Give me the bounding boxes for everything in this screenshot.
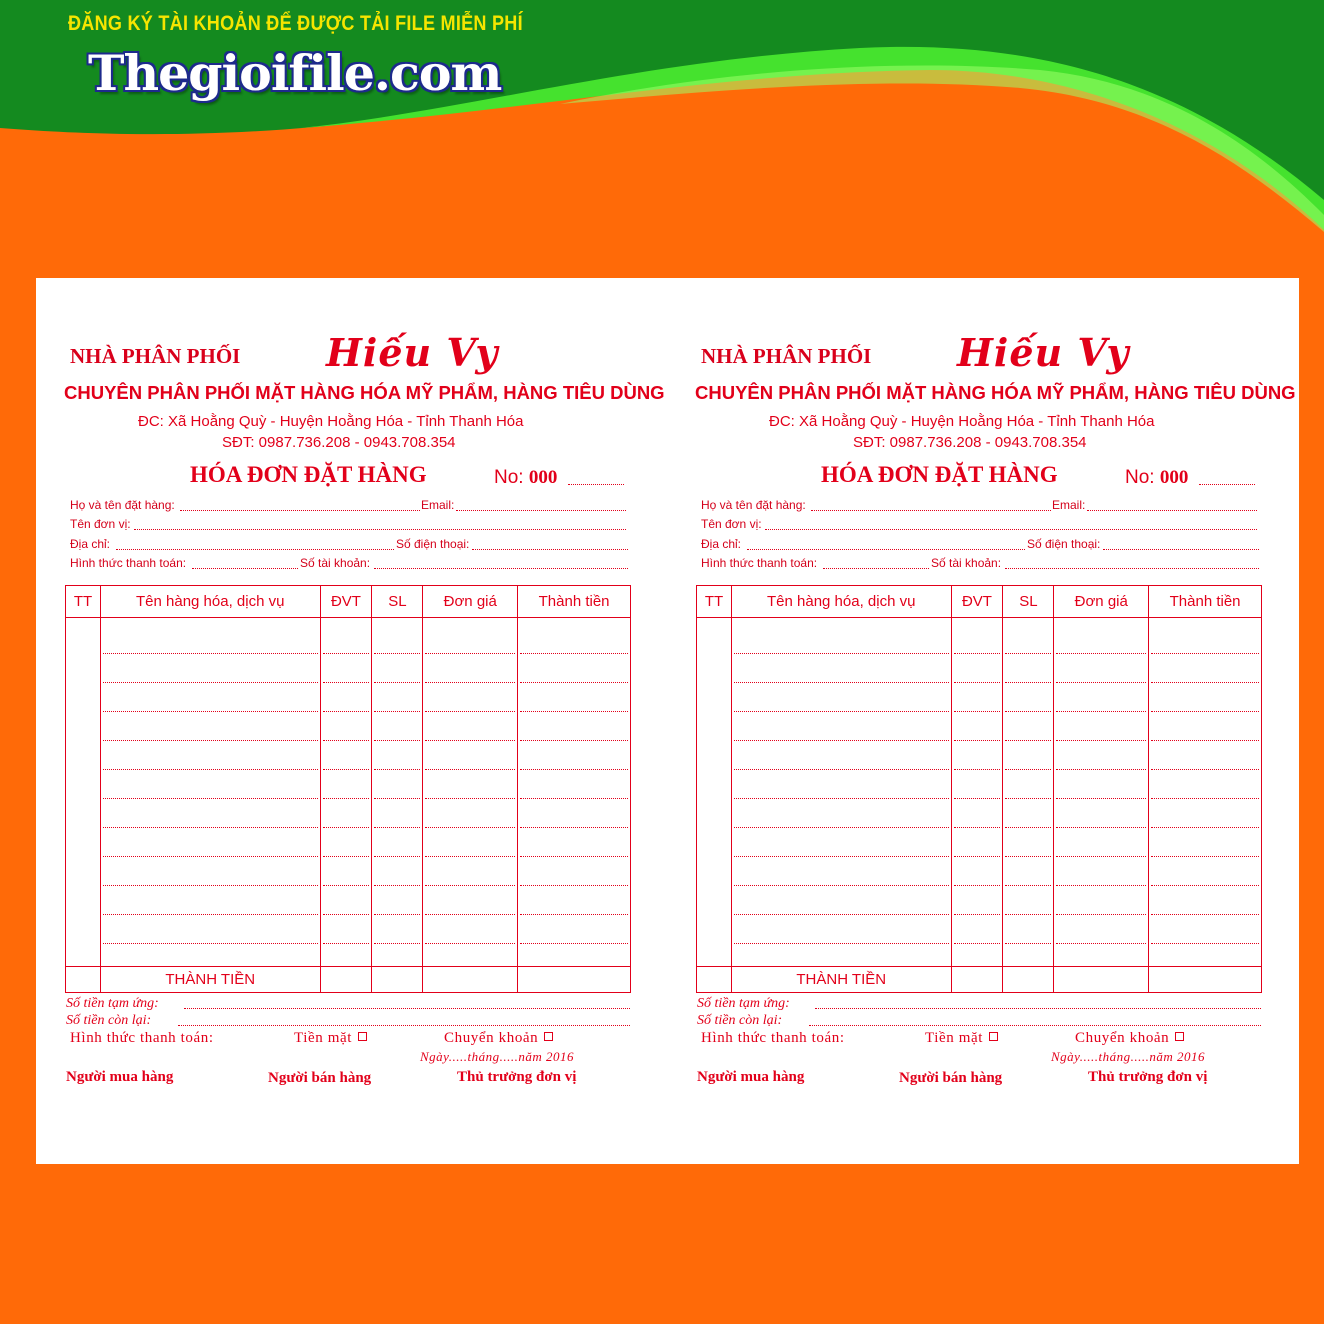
advance-label: Số tiền tạm ứng: <box>697 996 790 1011</box>
field-account-no-line <box>1005 568 1259 569</box>
item-row-line <box>1056 914 1146 915</box>
item-row-line <box>103 682 318 683</box>
field-unit-name: Tên đơn vị: <box>701 517 762 531</box>
item-row-line <box>1151 943 1259 944</box>
field-phone-line <box>472 549 628 550</box>
brand-logo: Thegioifile.com <box>88 44 502 102</box>
item-row-line <box>103 711 318 712</box>
item-row-line <box>374 711 420 712</box>
item-row-line <box>1056 769 1146 770</box>
item-row-line <box>425 653 515 654</box>
total-tt-cell <box>697 967 732 993</box>
item-row-line <box>1056 827 1146 828</box>
item-row-line <box>1056 653 1146 654</box>
transfer-label: Chuyển khoản <box>444 1030 539 1046</box>
item-row-line <box>1005 856 1051 857</box>
row-area <box>100 618 320 967</box>
item-row-line <box>1151 682 1259 683</box>
total-unit-cell <box>951 967 1003 993</box>
item-row-line <box>425 914 515 915</box>
item-row-line <box>374 653 420 654</box>
amount-cell <box>518 618 631 967</box>
slogan: CHUYÊN PHÂN PHỐI MẶT HÀNG HÓA MỸ PHẨM, HÀNG TIÊU DÙNG <box>64 382 665 403</box>
cash-label: Tiền mặt <box>294 1030 353 1046</box>
address-line: ĐC: Xã Hoằng Quỳ - Huyện Hoằng Hóa - Tỉnh Thanh Hóa <box>769 413 1155 430</box>
item-row-line <box>1005 653 1051 654</box>
item-row-line <box>323 653 370 654</box>
item-row-line <box>103 856 318 857</box>
col-item-name: Tên hàng hóa, dịch vụ <box>100 586 320 618</box>
invoice-form-right <box>667 278 1296 1164</box>
col-amount: Thành tiền <box>1149 586 1262 618</box>
item-row-line <box>520 769 628 770</box>
item-row-line <box>520 943 628 944</box>
unit-cell <box>320 618 372 967</box>
item-row-line <box>734 740 949 741</box>
qty-cell <box>1003 618 1054 967</box>
number-label: No: <box>494 467 524 488</box>
price-cell <box>1054 618 1149 967</box>
item-row-line <box>1151 914 1259 915</box>
total-tt-cell <box>66 967 101 993</box>
distributor-label: NHÀ PHÂN PHỐI <box>701 344 872 368</box>
amount-cell <box>1149 618 1262 967</box>
item-row-line <box>734 711 949 712</box>
item-row-line <box>520 711 628 712</box>
number-value: 000 <box>528 467 558 488</box>
item-row-line <box>1005 769 1051 770</box>
item-row-line <box>323 711 370 712</box>
item-row-line <box>374 769 420 770</box>
shop-name: Hiếu Vy <box>957 330 1130 375</box>
item-row-line <box>1056 740 1146 741</box>
cash-checkbox <box>989 1032 998 1041</box>
item-row-line <box>103 740 318 741</box>
item-row-line <box>954 798 1001 799</box>
item-row-line <box>103 914 318 915</box>
total-amount-cell <box>518 967 631 993</box>
total-qty-cell <box>1003 967 1054 993</box>
item-row-line <box>734 653 949 654</box>
item-row-line <box>1005 943 1051 944</box>
invoice-title: HÓA ĐƠN ĐẶT HÀNG <box>821 462 1058 487</box>
items-table <box>696 585 1262 993</box>
number-dots <box>1199 484 1255 485</box>
item-row-line <box>1056 682 1146 683</box>
item-row-line <box>323 682 370 683</box>
header-banner <box>0 0 1324 260</box>
item-row-line <box>1151 769 1259 770</box>
item-row-line <box>323 885 370 886</box>
invoice-number <box>1125 467 1188 489</box>
item-row-line <box>323 769 370 770</box>
item-row-line <box>1005 827 1051 828</box>
field-customer-name: Họ và tên đặt hàng: <box>701 498 806 512</box>
invoice-sheet <box>36 278 1299 1164</box>
col-qty: SL <box>372 586 423 618</box>
field-account-no: Số tài khoản: <box>300 556 371 570</box>
item-row-line <box>1056 885 1146 886</box>
item-row-line <box>1005 885 1051 886</box>
tt-cell <box>697 618 732 967</box>
remaining-label: Số tiền còn lại: <box>697 1013 783 1028</box>
col-unit-price: Đơn giá <box>1054 586 1149 618</box>
item-row-line <box>425 740 515 741</box>
col-amount: Thành tiền <box>518 586 631 618</box>
item-row-line <box>374 943 420 944</box>
item-row-line <box>734 827 949 828</box>
field-email-line <box>1087 510 1257 511</box>
number-value: 000 <box>1159 467 1189 488</box>
item-row-line <box>520 914 628 915</box>
item-row-line <box>1151 885 1259 886</box>
field-payment-method-line <box>192 568 298 569</box>
item-row-line <box>323 798 370 799</box>
item-row-line <box>425 682 515 683</box>
field-customer-name: Họ và tên đặt hàng: <box>70 498 175 512</box>
qty-cell <box>372 618 423 967</box>
price-cell <box>423 618 518 967</box>
distributor-label: NHÀ PHÂN PHỐI <box>70 344 241 368</box>
item-row-line <box>954 682 1001 683</box>
item-row-line <box>425 943 515 944</box>
item-row-line <box>103 943 318 944</box>
cash-option <box>294 1030 367 1047</box>
item-row-line <box>954 885 1001 886</box>
item-row-line <box>1151 827 1259 828</box>
item-row-line <box>323 827 370 828</box>
field-email: Email: <box>421 498 455 512</box>
invoice-form-left <box>36 278 665 1164</box>
payment-label: Hình thức thanh toán: <box>701 1030 845 1046</box>
item-row-line <box>374 740 420 741</box>
item-row-line <box>1005 740 1051 741</box>
invoice-title: HÓA ĐƠN ĐẶT HÀNG <box>190 462 427 487</box>
item-row-line <box>323 740 370 741</box>
item-row-line <box>103 769 318 770</box>
seller-signature: Người bán hàng <box>268 1070 372 1086</box>
item-row-line <box>374 798 420 799</box>
item-row-line <box>734 769 949 770</box>
total-price-cell <box>1054 967 1149 993</box>
item-row-line <box>323 856 370 857</box>
item-row-line <box>425 769 515 770</box>
field-account-no: Số tài khoản: <box>931 556 1002 570</box>
item-row-line <box>954 943 1001 944</box>
number-dots <box>568 484 624 485</box>
item-row-line <box>425 885 515 886</box>
item-row-line <box>734 856 949 857</box>
head-signature: Thủ trưởng đơn vị <box>1088 1069 1208 1085</box>
remaining-line <box>809 1025 1261 1026</box>
field-unit-name-line <box>765 529 1257 530</box>
item-row-line <box>954 711 1001 712</box>
item-row-line <box>954 856 1001 857</box>
field-payment-method-line <box>823 568 929 569</box>
item-row-line <box>1151 711 1259 712</box>
head-signature: Thủ trưởng đơn vị <box>457 1069 577 1085</box>
col-unit: ĐVT <box>320 586 372 618</box>
field-phone-line <box>1103 549 1259 550</box>
items-table <box>65 585 631 993</box>
item-row-line <box>520 653 628 654</box>
remaining-label: Số tiền còn lại: <box>66 1013 152 1028</box>
advance-line <box>184 1008 630 1009</box>
transfer-checkbox <box>544 1032 553 1041</box>
address-line: ĐC: Xã Hoằng Quỳ - Huyện Hoằng Hóa - Tỉnh Thanh Hóa <box>138 413 524 430</box>
item-row-line <box>425 856 515 857</box>
col-unit-price: Đơn giá <box>423 586 518 618</box>
seller-signature: Người bán hàng <box>899 1070 1003 1086</box>
field-phone: Số điện thoại: <box>1027 537 1101 551</box>
total-price-cell <box>423 967 518 993</box>
date-line: Ngày.....tháng.....năm 2016 <box>1051 1049 1205 1064</box>
field-phone: Số điện thoại: <box>396 537 470 551</box>
field-address-line <box>116 549 394 550</box>
item-row-line <box>1151 653 1259 654</box>
buyer-signature: Người mua hàng <box>66 1069 174 1085</box>
item-row-line <box>520 885 628 886</box>
slogan: CHUYÊN PHÂN PHỐI MẶT HÀNG HÓA MỸ PHẨM, HÀNG TIÊU DÙNG <box>695 382 1296 403</box>
item-row-line <box>734 914 949 915</box>
total-unit-cell <box>320 967 372 993</box>
field-unit-name-line <box>134 529 626 530</box>
field-address: Địa chỉ: <box>701 537 742 551</box>
advance-label: Số tiền tạm ứng: <box>66 996 159 1011</box>
field-payment-method: Hình thức thanh toán: <box>70 556 187 570</box>
item-row-line <box>734 943 949 944</box>
cash-label: Tiền mặt <box>925 1030 984 1046</box>
item-row-line <box>374 914 420 915</box>
cash-checkbox <box>358 1032 367 1041</box>
col-tt: TT <box>66 586 101 618</box>
col-tt: TT <box>697 586 732 618</box>
total-qty-cell <box>372 967 423 993</box>
item-row-line <box>1056 711 1146 712</box>
advance-line <box>815 1008 1261 1009</box>
row-area <box>731 618 951 967</box>
field-customer-name-line <box>811 510 1051 511</box>
item-row-line <box>954 740 1001 741</box>
buyer-signature: Người mua hàng <box>697 1069 805 1085</box>
col-item-name: Tên hàng hóa, dịch vụ <box>731 586 951 618</box>
item-row-line <box>520 682 628 683</box>
item-row-line <box>425 711 515 712</box>
item-row-line <box>374 682 420 683</box>
field-email: Email: <box>1052 498 1086 512</box>
item-row-line <box>425 798 515 799</box>
promo-text: ĐĂNG KÝ TÀI KHOẢN ĐỂ ĐƯỢC TẢI FILE MIỄN PHÍ <box>68 12 523 35</box>
transfer-option <box>444 1030 553 1047</box>
item-row-line <box>1005 798 1051 799</box>
invoice-number <box>494 467 557 489</box>
item-row-line <box>1151 740 1259 741</box>
col-qty: SL <box>1003 586 1054 618</box>
item-row-line <box>1151 856 1259 857</box>
item-row-line <box>954 653 1001 654</box>
item-row-line <box>954 914 1001 915</box>
field-unit-name: Tên đơn vị: <box>70 517 131 531</box>
item-row-line <box>374 827 420 828</box>
field-payment-method: Hình thức thanh toán: <box>701 556 818 570</box>
item-row-line <box>103 827 318 828</box>
date-line: Ngày.....tháng.....năm 2016 <box>420 1049 574 1064</box>
item-row-line <box>520 798 628 799</box>
item-row-line <box>520 740 628 741</box>
cash-option <box>925 1030 998 1047</box>
phone-line: SĐT: 0987.736.208 - 0943.708.354 <box>853 434 1087 451</box>
total-label: THÀNH TIỀN <box>731 967 951 993</box>
payment-label: Hình thức thanh toán: <box>70 1030 214 1046</box>
field-address-line <box>747 549 1025 550</box>
item-row-line <box>520 827 628 828</box>
number-label: No: <box>1125 467 1155 488</box>
item-row-line <box>374 885 420 886</box>
item-row-line <box>103 885 318 886</box>
item-row-line <box>734 885 949 886</box>
item-row-line <box>323 914 370 915</box>
remaining-line <box>178 1025 630 1026</box>
item-row-line <box>323 943 370 944</box>
item-row-line <box>1056 856 1146 857</box>
item-row-line <box>425 827 515 828</box>
field-address: Địa chỉ: <box>70 537 111 551</box>
item-row-line <box>1005 914 1051 915</box>
item-row-line <box>1151 798 1259 799</box>
field-email-line <box>456 510 626 511</box>
field-customer-name-line <box>180 510 420 511</box>
item-row-line <box>1005 711 1051 712</box>
item-row-line <box>734 798 949 799</box>
item-row-line <box>1056 798 1146 799</box>
phone-line: SĐT: 0987.736.208 - 0943.708.354 <box>222 434 456 451</box>
item-row-line <box>374 856 420 857</box>
shop-name: Hiếu Vy <box>326 330 499 375</box>
tt-cell <box>66 618 101 967</box>
col-unit: ĐVT <box>951 586 1003 618</box>
item-row-line <box>103 798 318 799</box>
item-row-line <box>734 682 949 683</box>
item-row-line <box>954 827 1001 828</box>
unit-cell <box>951 618 1003 967</box>
item-row-line <box>520 856 628 857</box>
transfer-label: Chuyển khoản <box>1075 1030 1170 1046</box>
item-row-line <box>1005 682 1051 683</box>
item-row-line <box>1056 943 1146 944</box>
transfer-option <box>1075 1030 1184 1047</box>
item-row-line <box>103 653 318 654</box>
total-amount-cell <box>1149 967 1262 993</box>
field-account-no-line <box>374 568 628 569</box>
total-label: THÀNH TIỀN <box>100 967 320 993</box>
transfer-checkbox <box>1175 1032 1184 1041</box>
item-row-line <box>954 769 1001 770</box>
